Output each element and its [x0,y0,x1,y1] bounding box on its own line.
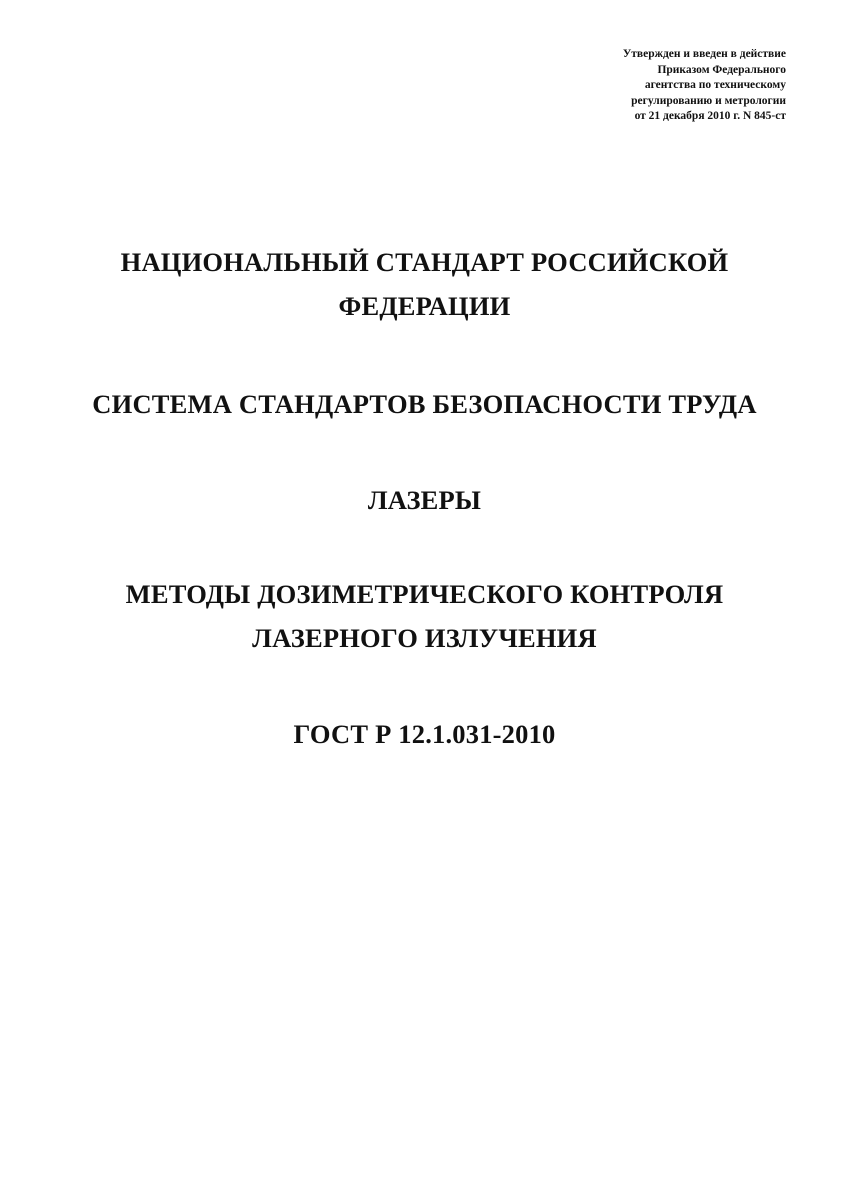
approval-date-line: от 21 декабря 2010 г. N 845-ст [634,110,786,122]
approval-line: Утвержден и введен в действие [622,48,786,60]
subject-heading [0,478,849,522]
heading-line: ФЕДЕРАЦИИ [338,291,511,321]
heading-line: ЛАЗЕРНОГО ИЗЛУЧЕНИЯ [252,623,597,653]
approval-line: регулированию и метрологии [631,94,786,107]
standard-designation [0,712,849,756]
heading-line: СИСТЕМА СТАНДАРТОВ БЕЗОПАСНОСТИ ТРУДА [92,389,757,419]
heading-line: МЕТОДЫ ДОЗИМЕТРИЧЕСКОГО КОНТРОЛЯ [125,579,724,609]
designation-text: ГОСТ Р 12.1.031-2010 [293,719,556,749]
national-standard-heading [0,240,849,328]
approval-line: Приказом Федерального [657,63,786,76]
approval-line: агентства по техническому [644,79,786,91]
system-heading [0,382,849,426]
heading-line: НАЦИОНАЛЬНЫЙ СТАНДАРТ РОССИЙСКОЙ [120,247,729,277]
approval-note [623,47,786,125]
methods-heading [0,572,849,660]
heading-line: ЛАЗЕРЫ [367,485,482,515]
